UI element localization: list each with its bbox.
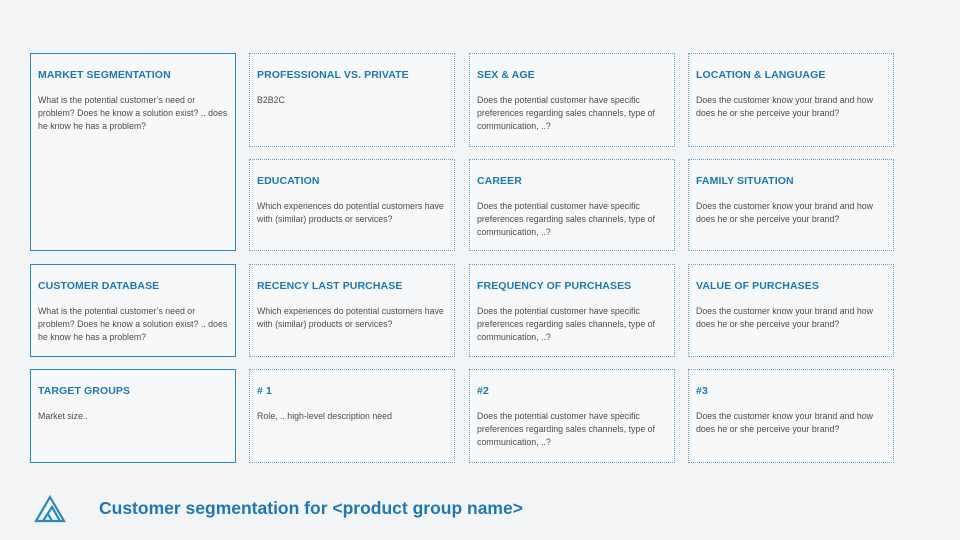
- card-title: FAMILY SITUATION: [696, 175, 794, 187]
- card-title: #3: [696, 385, 708, 397]
- card-text: Does the customer know your brand and how does he or she perceive your brand?: [696, 95, 874, 118]
- card-title: # 1: [257, 385, 272, 397]
- card-customer-database: [30, 264, 236, 357]
- card-title: VALUE OF PURCHASES: [696, 280, 819, 292]
- mountain-triangle-logo-icon: [34, 494, 66, 524]
- card-title: SEX & AGE: [477, 69, 535, 81]
- card-text: Does the potential customer have specific preferences regarding sales channels, type of communication, ..?: [477, 95, 655, 131]
- card-title: LOCATION & LANGUAGE: [696, 69, 826, 81]
- card-text: Does the potential customer have specific preferences regarding sales channels, type of communication, ..?: [477, 411, 655, 447]
- card-group-1: [249, 369, 455, 463]
- card-title: EDUCATION: [257, 175, 320, 187]
- card-title: PROFESSIONAL VS. PRIVATE: [257, 69, 409, 81]
- card-market-segmentation: [30, 53, 236, 251]
- card-text: Which experiences do potential customers have with (similar) products or services?: [257, 201, 444, 224]
- card-title: RECENCY LAST PURCHASE: [257, 280, 403, 292]
- card-title: #2: [477, 385, 489, 397]
- card-text: Does the customer know your brand and how does he or she perceive your brand?: [696, 201, 874, 224]
- card-text: What is the potential customer’s need or problem? Does he know a solution exist? .. does he know he has a problem?: [38, 306, 228, 342]
- card-group-3: [688, 369, 894, 463]
- card-professional-private: [249, 53, 455, 147]
- card-group-2: [469, 369, 675, 463]
- card-title: MARKET SEGMENTATION: [38, 69, 171, 81]
- card-text: B2B2C: [257, 95, 285, 105]
- card-frequency-of-purchases: [469, 264, 675, 357]
- card-family-situation: [688, 159, 894, 251]
- card-title: CAREER: [477, 175, 522, 187]
- card-education: [249, 159, 455, 251]
- card-recency-last-purchase: [249, 264, 455, 357]
- card-career: [469, 159, 675, 251]
- card-target-groups: [30, 369, 236, 463]
- page-title: Customer segmentation for <product group name>: [99, 498, 523, 518]
- card-text: Role, .. high-level description need: [257, 411, 392, 421]
- card-location-language: [688, 53, 894, 147]
- card-title: CUSTOMER DATABASE: [38, 280, 160, 292]
- card-text: What is the potential customer’s need or problem? Does he know a solution exist? .. does he know he has a problem?: [38, 95, 228, 131]
- card-title: FREQUENCY OF PURCHASES: [477, 280, 632, 292]
- card-title: TARGET GROUPS: [38, 385, 131, 397]
- card-sex-age: [469, 53, 675, 147]
- card-text: Which experiences do potential customers have with (similar) products or services?: [257, 306, 444, 329]
- card-text: Market size..: [38, 411, 88, 421]
- card-text: Does the potential customer have specific preferences regarding sales channels, type of communication, ..?: [477, 201, 655, 237]
- card-text: Does the customer know your brand and how does he or she perceive your brand?: [696, 306, 874, 329]
- card-text: Does the potential customer have specific preferences regarding sales channels, type of communication, ..?: [477, 306, 655, 342]
- card-text: Does the customer know your brand and how does he or she perceive your brand?: [696, 411, 874, 434]
- card-value-of-purchases: [688, 264, 894, 357]
